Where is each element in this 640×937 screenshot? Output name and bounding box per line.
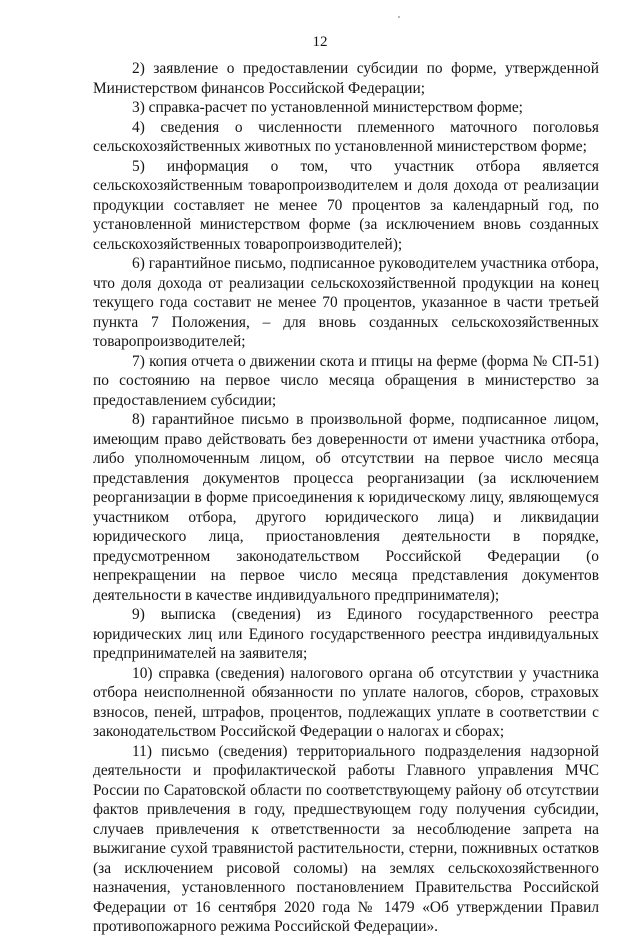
list-item-4: 4) сведения о численности племенного маточного поголовья сельскохозяйственных животных по установленной министерством форме; xyxy=(93,118,599,155)
list-item-11: 11) письмо (сведения) территориального подразделения надзорной деятельности и профилактической работы Главного управления МЧС России по Саратовской области по соответствующему району об отсутствии фактов привлечения в году, предшествующем году получения субсидии, случаев привлечения к ответственности за несоблюдение запрета на выжигание сухой травянистой растительности, стерни, пожнивных остатков (за исключением рисовой соломы) на землях сельскохозяйственного назначения, установленного постановлением Правительства Российской Федерации от 16 сентября 2020 года № 1479 «Об утверждении Правил противопожарного режима Российской Федерации». xyxy=(93,742,599,935)
list-item-6: 6) гарантийное письмо, подписанное руководителем участника отбора, что доля дохода от реализации сельскохозяйственной продукции на конец текущего года составит не менее 70 процентов, указанное в части третьей пункта 7 Положения, – для вновь созданных сельскохозяйственных товаропроизводителей; xyxy=(93,255,599,350)
list-item-8: 8) гарантийное письмо в произвольной форме, подписанное лицом, имеющим право действовать без доверенности от имени участника отбора, либо уполномоченным лицом, об отсутствии на первое число месяца представления документов процесса реорганизации (за исключением реорганизации в форме присоединения к юридическому лицу, являющемуся участником отбора, другого юридического лица) и ликвидации юридического лица, приостановления деятельности в порядке, предусмотренном законодательством Российской Федерации (о непрекращении на первое число месяца представления документов деятельности в качестве индивидуального предпринимателя); xyxy=(93,411,599,604)
document-body xyxy=(93,59,599,937)
list-item-3: 3) справка-расчет по установленной министерством форме; xyxy=(132,99,523,116)
page-number: 12 xyxy=(312,34,328,50)
list-item-10: 10) справка (сведения) налогового органа об отсутствии у участника отбора неисполненной обязанности по уплате налогов, сборов, страховых взносов, пеней, штрафов, процентов, подлежащих уплате в соответствии с законодательством Российской Федерации о налогах и сборах; xyxy=(93,664,599,740)
list-item-5: 5) информация о том, что участник отбора является сельскохозяйственным товаропроизводителем и доля дохода от реализации продукции составляет не менее 70 процентов за календарный год, по установленной министерством форме (за исключением вновь созданных сельскохозяйственных товаропроизводителей); xyxy=(93,157,599,253)
list-item-9: 9) выписка (сведения) из Единого государственного реестра юридических лиц или Единого государственного реестра индивидуальных предпринимателей на заявителя; xyxy=(93,606,599,662)
list-item-7: 7) копия отчета о движении скота и птицы на ферме (форма № СП-51) по состоянию на первое число месяца обращения в министерство за предоставлением субсидии; xyxy=(93,352,599,409)
scan-speck xyxy=(398,16,400,18)
list-item-2: 2) заявление о предоставлении субсидии по форме, утвержденной Министерством финансов Российской Федерации; xyxy=(93,60,599,97)
